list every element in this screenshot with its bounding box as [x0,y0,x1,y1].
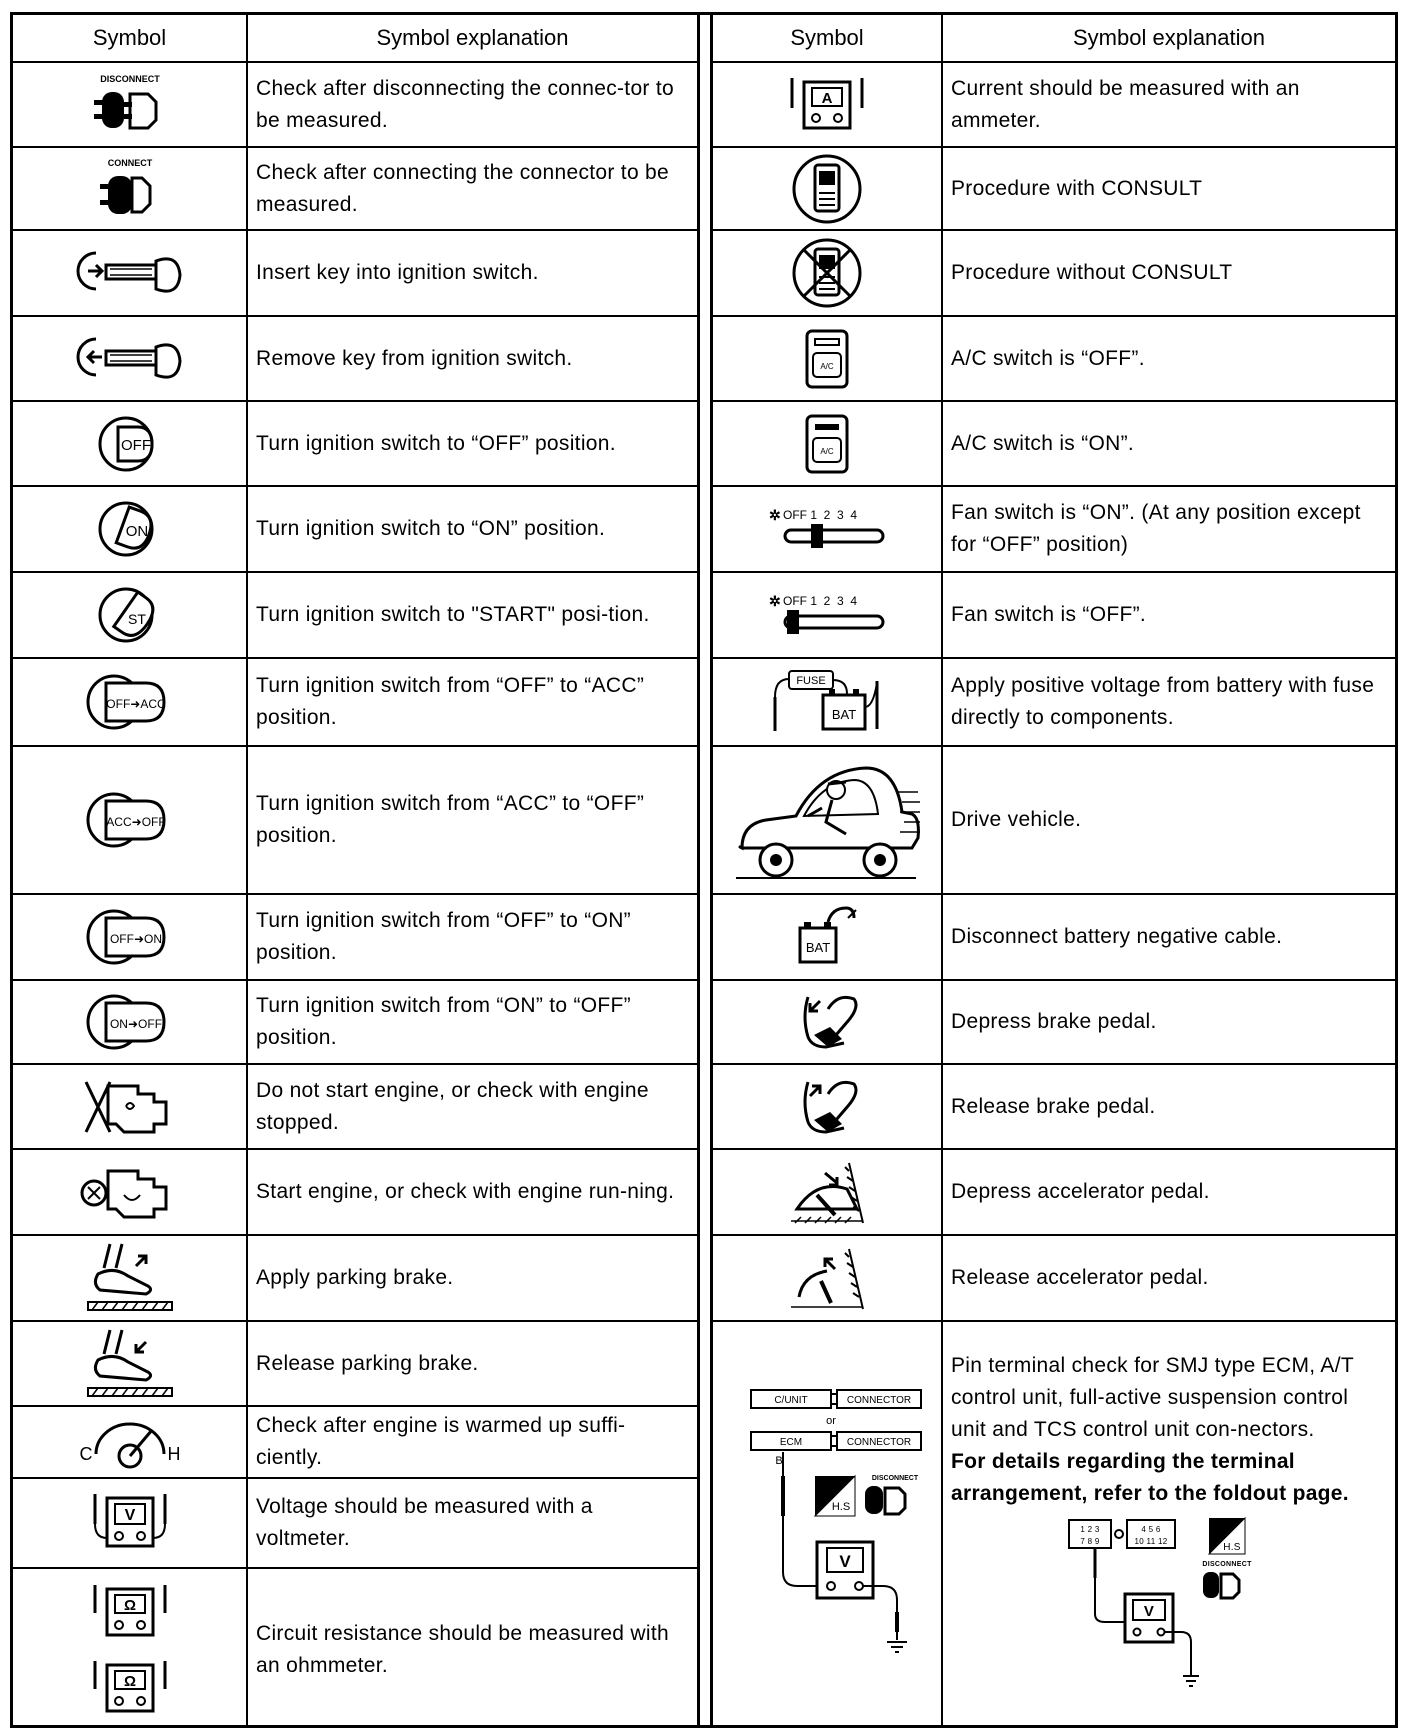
table-row [713,63,1395,148]
release-brake-pedal-icon [713,1065,941,1148]
explanation-text: Disconnect battery negative cable. [951,925,1283,948]
engine-stopped-icon [13,1065,246,1148]
table-row [713,1322,1395,1731]
left-column [13,15,697,1725]
header-right-symbol: Symbol [713,15,941,63]
svg-text:OFF 1 2 3 4: OFF 1 2 3 4 [783,508,858,522]
ignition-off-to-on-icon [13,895,246,979]
svg-text:OFF➜ON: OFF➜ON [109,932,162,946]
svg-text:C: C [79,1444,92,1464]
consult-icon [713,148,941,229]
explanation-text: Pin terminal check for SMJ type ECM, A/T control unit, full-active suspension control unit and TCS control unit con-nectors. [951,1354,1354,1441]
svg-text:7 8 9: 7 8 9 [1080,1537,1100,1546]
svg-text:A: A [821,89,833,107]
table-row [13,981,697,1065]
svg-text:ON: ON [125,523,148,540]
ignition-on-to-off-icon [13,981,246,1063]
svg-text:H: H [167,1444,180,1464]
ignition-acc-to-off-icon [13,747,246,893]
table-row [13,895,697,981]
svg-text:DISCONNECT: DISCONNECT [871,1474,919,1482]
explanation-text: Check after connecting the connector to be measured. [256,160,670,216]
explanation-text: Do not start engine, or check with engine stopped. [256,1078,649,1134]
explanation-text: Fan switch is “OFF”. [951,603,1147,626]
drive-vehicle-icon [713,747,941,893]
svg-text:C/UNIT: C/UNIT [774,1394,808,1406]
explanation-bold-text: For details regarding the terminal arrangement, refer to the foldout page. [951,1450,1349,1505]
svg-text:ST: ST [127,611,146,627]
explanation-text: Procedure with CONSULT [951,176,1203,200]
header-right-explanation: Symbol explanation [943,15,1395,63]
remove-key-icon [13,317,246,400]
svg-text:OFF➜ACC: OFF➜ACC [105,697,166,711]
engine-running-icon [13,1150,246,1234]
explanation-text: Turn ignition switch from “ON” to “OFF” position. [256,994,631,1049]
table-row [713,981,1395,1065]
svg-text:✲: ✲ [769,507,781,523]
table-row [13,573,697,659]
release-accelerator-icon [713,1236,941,1320]
explanation-text: Turn ignition switch to “ON” position. [256,517,606,540]
table-row [713,747,1395,895]
header-left-symbol: Symbol [13,15,246,63]
svg-text:DISCONNECT: DISCONNECT [99,73,160,84]
ac-switch-on-icon [713,402,941,485]
disconnect-connector-icon [13,63,246,146]
table-row [713,148,1395,231]
svg-text:CONNECTOR: CONNECTOR [846,1436,912,1448]
svg-text:A/C: A/C [820,361,834,371]
explanation-text: A/C switch is “OFF”. [951,346,1145,370]
table-row [13,1407,697,1479]
svg-text:Ω: Ω [123,1597,136,1614]
explanation-text: Circuit resistance should be measured with an ohmmeter. [256,1622,669,1677]
svg-text:1 2 3: 1 2 3 [1080,1525,1100,1534]
explanation-text: Drive vehicle. [951,808,1082,831]
svg-text:or: or [826,1414,836,1427]
divider-center-a [697,15,700,1725]
svg-text:ACC➜OFF: ACC➜OFF [105,815,166,829]
svg-text:✲: ✲ [769,593,781,609]
table-row [13,487,697,573]
table-row [713,895,1395,981]
voltmeter-icon [13,1479,246,1567]
explanation-text: Release accelerator pedal. [951,1266,1209,1289]
svg-text:V: V [1143,1603,1155,1620]
svg-text:BAT: BAT [805,940,831,955]
svg-text:4 5 6: 4 5 6 [1141,1525,1161,1534]
explanation-text: Current should be measured with an ammeter. [951,76,1300,132]
explanation-text: Fan switch is “ON”. (At any position except for “OFF” position) [951,501,1361,556]
ammeter-icon [713,63,941,146]
table-row [713,659,1395,747]
pin-check-explanation [943,1322,1395,1731]
ignition-start-icon [13,573,246,657]
svg-text:OFF: OFF [120,436,151,454]
svg-text:BAT: BAT [831,707,857,722]
svg-text:OFF 1 2 3 4: OFF 1 2 3 4 [783,594,858,608]
explanation-text: Apply positive voltage from battery with fuse directly to components. [951,674,1375,729]
explanation-text: Turn ignition switch from “OFF” to “ON” position. [256,909,631,964]
insert-key-icon [13,231,246,315]
header-left-explanation: Symbol explanation [248,15,697,63]
explanation-text: Procedure without CONSULT [951,261,1233,284]
svg-text:V: V [839,1551,851,1571]
table-row [13,402,697,487]
table-row [713,487,1395,573]
ignition-on-icon [13,487,246,571]
fan-switch-off-icon [713,573,941,657]
explanation-text: Check after engine is warmed up suffi-ciently. [256,1414,626,1469]
explanation-text: Depress accelerator pedal. [951,1180,1210,1203]
svg-text:CONNECT: CONNECT [107,157,152,168]
depress-accelerator-icon [713,1150,941,1234]
right-column [713,15,1395,1725]
table-row [13,747,697,895]
table-row [713,231,1395,317]
svg-text:Ω: Ω [123,1673,136,1690]
explanation-text: Release brake pedal. [951,1094,1156,1118]
table-row [713,1065,1395,1150]
table-row [713,1150,1395,1236]
svg-text:B: B [775,1454,783,1467]
table-row [713,402,1395,487]
ignition-off-icon [13,402,246,485]
explanation-text: Insert key into ignition switch. [256,261,539,284]
explanation-text: Check after disconnecting the connec-tor to be measured. [256,76,674,132]
table-row [13,148,697,231]
temperature-gauge-icon [13,1407,246,1477]
explanation-text: Turn ignition switch from “ACC” to “OFF” position. [256,792,645,847]
svg-text:A/C: A/C [820,446,834,456]
ac-switch-off-icon [713,317,941,400]
explanation-text: Depress brake pedal. [951,1010,1157,1033]
svg-text:ON➜OFF: ON➜OFF [109,1017,162,1031]
table-row [13,1065,697,1150]
release-parking-brake-icon [13,1322,246,1405]
no-consult-icon [713,231,941,315]
svg-text:DISCONNECT: DISCONNECT [1202,1561,1252,1568]
table-row [713,573,1395,659]
table-row [13,63,697,148]
svg-text:CONNECTOR: CONNECTOR [846,1394,912,1406]
fuse-battery-icon [713,659,941,745]
explanation-text: Remove key from ignition switch. [256,346,573,370]
explanation-text: Start engine, or check with engine run-ning. [256,1180,675,1203]
table-row [13,659,697,747]
explanation-text: Voltage should be measured with a voltmeter. [256,1495,593,1550]
svg-text:V: V [124,1507,135,1524]
ohmmeter-icon [13,1569,246,1731]
explanation-text: A/C switch is “ON”. [951,431,1135,455]
explanation-text: Turn ignition switch from “OFF” to “ACC” position. [256,674,645,729]
table-row [13,1479,697,1569]
ignition-off-to-acc-icon [13,659,246,745]
pin-arrangement-diagram [951,1514,1387,1694]
table-row [13,317,697,402]
fan-switch-on-icon [713,487,941,571]
table-row [13,1150,697,1236]
table-row [13,1236,697,1322]
explanation-text: Apply parking brake. [256,1266,454,1289]
symbol-table [10,12,1398,1728]
battery-disconnect-icon [713,895,941,979]
svg-text:H.S: H.S [1223,1542,1241,1553]
svg-text:FUSE: FUSE [796,675,826,687]
table-row [13,1322,697,1407]
pin-terminal-check-diagram [713,1322,941,1731]
table-row [713,317,1395,402]
explanation-text: Turn ignition switch to "START" posi-tion. [256,603,650,626]
table-row [713,1236,1395,1322]
explanation-text: Release parking brake. [256,1351,479,1375]
svg-text:H.S: H.S [831,1500,851,1513]
table-row [13,1569,697,1731]
explanation-text: Turn ignition switch to “OFF” position. [256,431,616,455]
depress-brake-pedal-icon [713,981,941,1063]
svg-text:ECM: ECM [779,1436,803,1448]
table-row [13,231,697,317]
svg-text:10 11 12: 10 11 12 [1134,1537,1168,1546]
apply-parking-brake-icon [13,1236,246,1320]
connect-connector-icon [13,148,246,229]
